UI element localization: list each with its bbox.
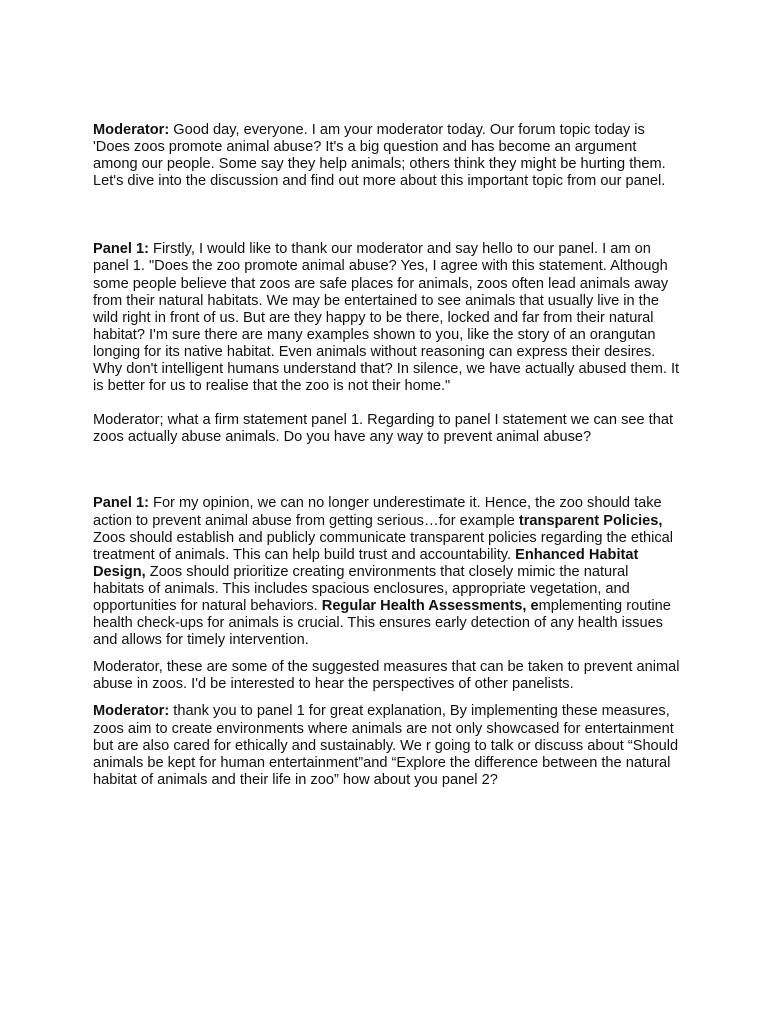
spacer (93, 693, 683, 703)
moderator-question-paragraph (93, 412, 683, 446)
paragraph-text: Good day, everyone. I am your moderator today. Our forum topic today is 'Does zoos promote animal abuse? It's a big question and has become an argument among our people. Some say they help animals; others think they might be hurting them. Let's dive into the discussion and find out more about this important topic from our panel. (93, 122, 666, 190)
paragraph-text: Moderator, these are some of the suggested measures that can be taken to prevent animal abuse in zoos. I'd be interested to hear the perspectives of other panelists. (93, 659, 680, 693)
panel1-opening-paragraph (93, 241, 683, 395)
paragraph-text: For my opinion, we can no longer underestimate it. Hence, the zoo should take action to prevent animal abuse from getting serious…for example (93, 495, 662, 529)
document-body (93, 122, 683, 789)
paragraph-text: Zoos should prioritize creating environments that closely mimic the natural habitats of animals. This includes spacious enclosures, appropriate vegetation, and opportunities for natural behaviors. (93, 563, 630, 614)
moderator-transition-paragraph (93, 703, 683, 788)
moderator-summary-paragraph (93, 659, 683, 693)
speaker-label: Panel 1: (93, 495, 149, 512)
speaker-label: Moderator: (93, 703, 170, 720)
spacer (93, 190, 683, 241)
paragraph-text: thank you to panel 1 for great explanation, By implementing these measures, zoos aim to create environments where animals are not only showcased for entertainment but are also cared for ethically and sustainably. We r going to talk or discuss about “Should animals be kept for human entertainment”and “Explore the difference between the natural habitat of animals and their life in zoo” how about you panel 2? (93, 703, 679, 788)
paragraph-text: Moderator; what a firm statement panel 1. Regarding to panel I statement we can see that zoos actually abuse animals. Do you have any way to prevent animal abuse? (93, 412, 674, 446)
spacer (93, 649, 683, 659)
speaker-label: Moderator: (93, 122, 170, 138)
panel1-measures-paragraph (93, 495, 683, 649)
moderator-intro-paragraph (93, 122, 683, 190)
paragraph-text: Zoos should establish and publicly communicate transparent policies regarding the ethical treatment of animals. This can help build trust and accountability. (93, 529, 674, 563)
spacer (93, 395, 683, 412)
bold-term-regular-health-assessments: Regular Health Assessments, e (321, 597, 539, 614)
speaker-label: Panel 1: (93, 241, 149, 258)
paragraph-text: mplementing routine health check-ups for animals is crucial. This ensures early detection of any health issues and allows for timely intervention. (93, 597, 671, 649)
paragraph-text: Firstly, I would like to thank our moderator and say hello to our panel. I am on panel 1. "Does the zoo promote animal abuse? Yes, I agree with this statement. Although some people believe that zoos are safe places for animals, zoos often lead animals away from their natural habitats. We may be entertained to see animals that usually live in the wild right in front of us. But are they happy to be there, locked and far from their natural habitat? I'm sure there are many examples shown to you, like the story of an orangutan longing for its native habitat. Even animals without reasoning can express their desires. Why don't intelligent humans understand that? In silence, we have actually abused them. It is better for us to realise that the zoo is not their home." (93, 241, 680, 395)
bold-term-enhanced-habitat-design: Enhanced Habitat Design, (93, 546, 639, 580)
spacer (93, 446, 683, 495)
bold-term-transparent-policies: transparent Policies, (518, 512, 663, 529)
